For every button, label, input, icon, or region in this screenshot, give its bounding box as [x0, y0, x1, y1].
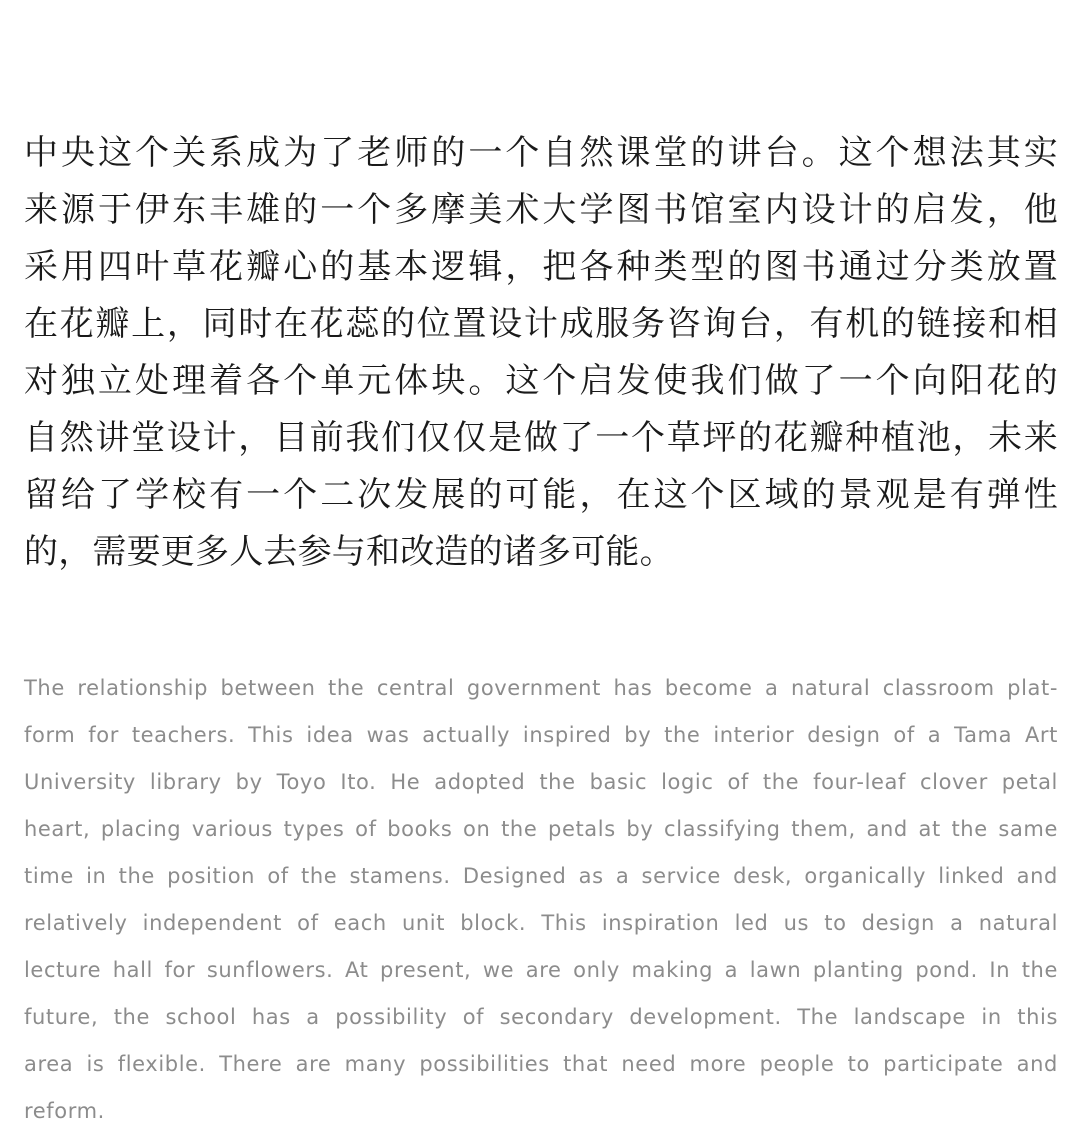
chinese-text-line: 采用四叶草花瓣心的基本逻辑，把各种类型的图书通过分类放置	[24, 247, 1058, 287]
english-text-line: time in the position of the stamens. Designed as a service desk, organically linked and	[24, 864, 1058, 888]
english-text-line: The relationship between the central government has become a natural classroom plat-	[24, 676, 1058, 700]
chinese-text-line: 在花瓣上，同时在花蕊的位置设计成服务咨询台，有机的链接和相	[24, 304, 1058, 344]
english-text-line: area is flexible. There are many possibilities that need more people to participate and	[24, 1052, 1058, 1076]
english-text-line: relatively independent of each unit block. This inspiration led us to design a natural	[24, 911, 1058, 935]
english-paragraph	[24, 665, 1058, 1135]
english-text-line: reform.	[24, 1099, 105, 1123]
chinese-text-line: 自然讲堂设计，目前我们仅仅是做了一个草坪的花瓣种植池，未来	[24, 418, 1058, 458]
chinese-text-line: 对独立处理着各个单元体块。这个启发使我们做了一个向阳花的	[24, 361, 1058, 401]
chinese-paragraph	[24, 125, 1058, 581]
english-text-line: heart, placing various types of books on the petals by classifying them, and at the same	[24, 817, 1058, 841]
english-text-line: form for teachers. This idea was actually inspired by the interior design of a Tama Art	[24, 723, 1058, 747]
english-text-line: future, the school has a possibility of secondary development. The landscape in this	[24, 1005, 1058, 1029]
chinese-text-line: 中央这个关系成为了老师的一个自然课堂的讲台。这个想法其实	[24, 133, 1058, 173]
english-text-line: lecture hall for sunflowers. At present, we are only making a lawn planting pond. In the	[24, 958, 1058, 982]
english-text-line: University library by Toyo Ito. He adopted the basic logic of the four-leaf clover petal	[24, 770, 1058, 794]
chinese-text-line: 来源于伊东丰雄的一个多摩美术大学图书馆室内设计的启发，他	[24, 190, 1058, 230]
chinese-text-line: 的，需要更多人去参与和改造的诸多可能。	[24, 532, 674, 572]
chinese-text-line: 留给了学校有一个二次发展的可能，在这个区域的景观是有弹性	[24, 475, 1058, 515]
